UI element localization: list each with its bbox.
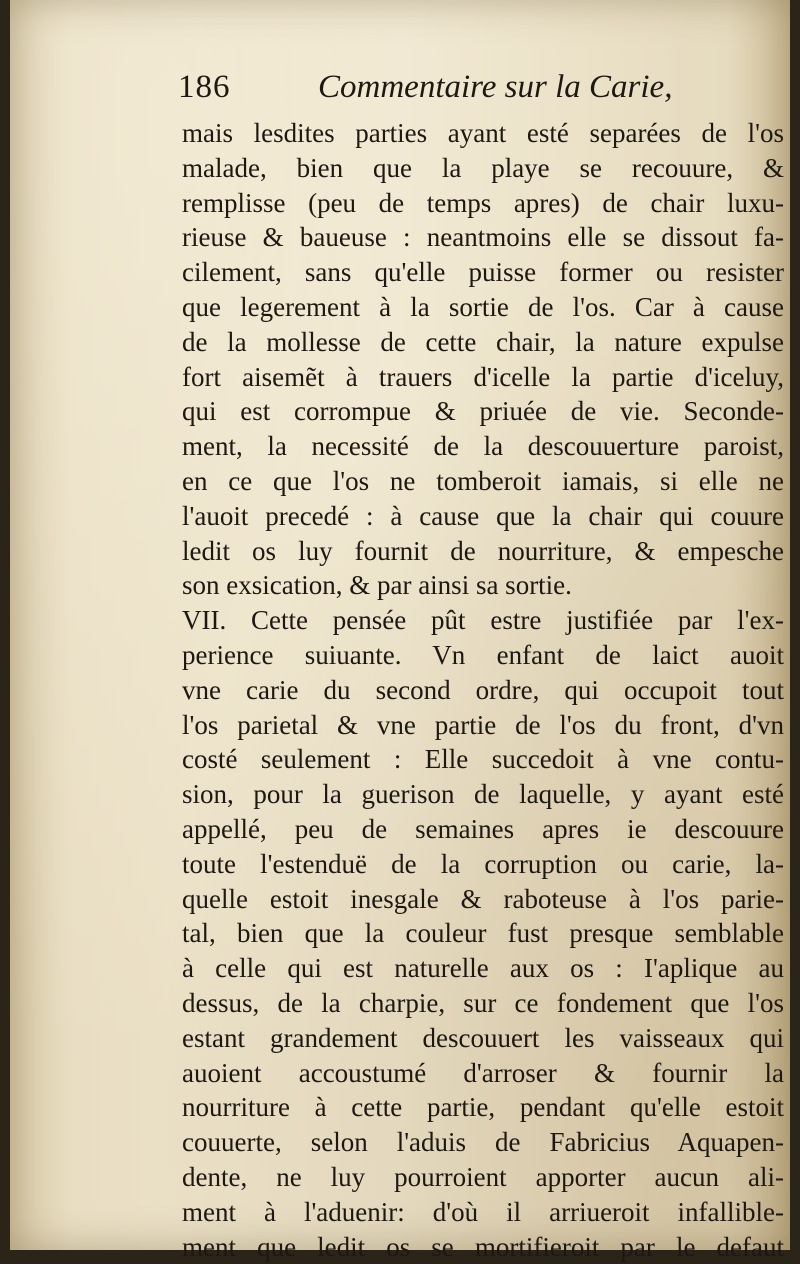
text-line: cilement, sans qu'elle puisse former ou resister [182,255,784,290]
text-line: l'auoit precedé : à cause que la chair qui couure [182,499,784,534]
text-line: ledit os luy fournit de nourriture, & empesche [182,534,784,569]
text-line: auoient accoustumé d'arroser & fournir la [182,1056,784,1091]
page-number: 186 [178,64,231,110]
text-line: son exsication, & par ainsi sa sortie. [182,568,784,603]
text-line: ment, la necessité de la descouuerture paroist, [182,429,784,464]
text-line: tal, bien que la couleur fust presque semblable [182,916,784,951]
body-text [182,116,784,1264]
text-line: perience suiuante. Vn enfant de laict auoit [182,638,784,673]
text-line: costé seulement : Elle succedoit à vne contu- [182,742,784,777]
book-page [10,0,790,1250]
text-line: de la mollesse de cette chair, la nature expulse [182,325,784,360]
text-line: ment que ledit os se mortifieroit par le defaut [182,1230,784,1264]
text-line: dessus, de la charpie, sur ce fondement que l'os [182,986,784,1021]
page-header [170,64,690,110]
text-line: qui est corrompue & priuée de vie. Seconde- [182,394,784,429]
text-line: sion, pour la guerison de laquelle, y ayant esté [182,777,784,812]
text-line: remplisse (peu de temps apres) de chair luxu- [182,186,784,221]
text-line: fort aisemẽt à trauers d'icelle la partie d'iceluy, [182,360,784,395]
text-line: quelle estoit inesgale & raboteuse à l'os parie- [182,882,784,917]
text-line: malade, bien que la playe se recouure, & [182,151,784,186]
text-line: toute l'estenduë de la corruption ou carie, la- [182,847,784,882]
text-line: estant grandement descouuert les vaisseaux qui [182,1021,784,1056]
text-line: VII. Cette pensée pût estre justifiée par l'ex- [182,603,784,638]
text-line: mais lesdites parties ayant esté separées de l'os [182,116,784,151]
text-line: que legerement à la sortie de l'os. Car à cause [182,290,784,325]
text-line: ment à l'aduenir: d'où il arriueroit infallible- [182,1195,784,1230]
text-line: à celle qui est naturelle aux os : I'aplique au [182,951,784,986]
text-line: appellé, peu de semaines apres ie descouure [182,812,784,847]
text-line: vne carie du second ordre, qui occupoit tout [182,673,784,708]
text-line: l'os parietal & vne partie de l'os du front, d'vn [182,708,784,743]
text-line: en ce que l'os ne tomberoit iamais, si elle ne [182,464,784,499]
text-line: rieuse & baueuse : neantmoins elle se dissout fa- [182,220,784,255]
running-title: Commentaire sur la Carie, [318,64,672,110]
text-line: dente, ne luy pourroient apporter aucun ali- [182,1160,784,1195]
text-line: nourriture à cette partie, pendant qu'elle estoit [182,1090,784,1125]
text-line: couuerte, selon l'aduis de Fabricius Aquapen- [182,1125,784,1160]
